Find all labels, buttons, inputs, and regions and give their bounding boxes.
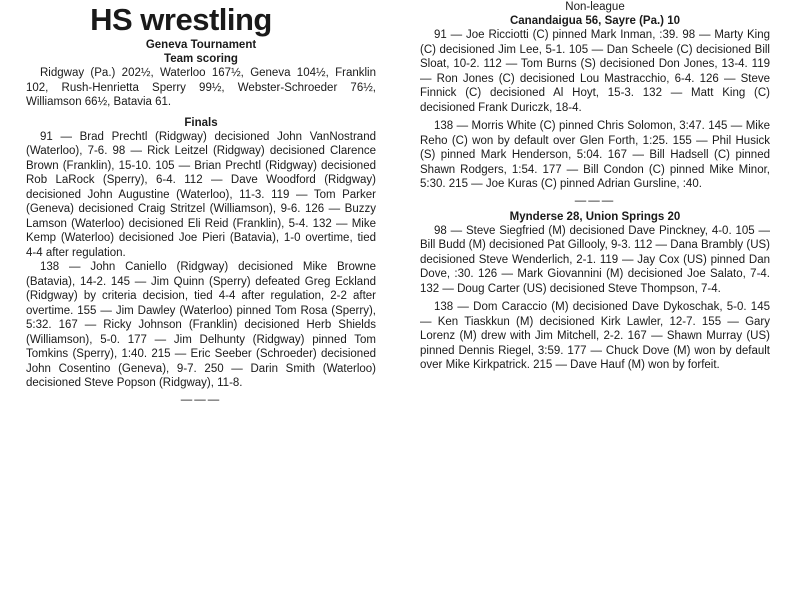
left-column [26, 0, 376, 409]
nonleague-label: Non-league [565, 1, 625, 13]
match1-title: Canandaigua 56, Sayre (Pa.) 10 [509, 15, 681, 27]
match1-paragraph-2: 138 — Morris White (C) pinned Chris Solomon, 3:47. 145 — Mike Reho (C) won by default over Glen Forth, 1:25. 155 — Phil Husick (S) pinned Mark Henderson, 5:04. 167 — Bill Hadsell (C) pinned Shawn Rodgers, 1:54. 177 — Bill Condon (C) pinned Mike Minor, 5:30. 215 — Joe Kuras (C) pinned Adrian Gursline, :40. [420, 120, 770, 190]
match1-paragraph-1: 91 — Joe Ricciotti (C) pinned Mark Inman, :39. 98 — Marty King (C) decisioned Jim Lee, 5-1. 105 — Dan Scheele (C) decisioned Bill Sloat, 10-2. 112 — Tom Burns (S) decisioned Don Jones, 13-4. 119 — Ron Jones (C) decisioned Lou Mastracchio, 6-4. 126 — Steve Finnick (C) decisioned Al Hoyt, 15-3. 132 — Matt King (C) decisioned Frank Duriczk, 18-4. [420, 29, 770, 114]
finals-paragraph-2: 138 — John Caniello (Ridgway) decisioned Mike Browne (Batavia), 14-2. 145 — Jim Quinn (Sperry) defeated Greg Eckland (Ridgway) by criteria decision, tied 4-4 after regulation, 2-2 after overtime. 155 — Jim Dawley (Waterloo) pinned Tom Rosa (Sperry), 5:32. 167 — Ricky Johnson (Franklin) decisioned Herb Shields (Williamson), 5-0. 177 — Jim Delhunty (Ridgway) pinned Tom Tomkins (Sperry), 1:40. 215 — Eric Seeber (Schroeder) decisioned John Cosentino (Geneva), 9-7. 250 — Darin Smith (Waterloo) decisioned Steve Popson (Ridgway), 11-8. [26, 261, 376, 389]
section-separator: ——— [180, 393, 222, 406]
right-column [420, 0, 770, 373]
match2-title: Mynderse 28, Union Springs 20 [509, 210, 681, 223]
team-scoring-label: Team scoring [164, 53, 238, 65]
section-separator: ——— [574, 194, 616, 207]
match2-paragraph-2: 138 — Dom Caraccio (M) decisioned Dave Dykoschak, 5-0. 145 — Ken Tiaskkun (M) decisioned Kirk Lawler, 12-7. 155 — Gary Lorenz (M) drew with Jim Mitchell, 2-2. 167 — Shawn Murray (US) pinned Dennis Riegel, 3:59. 177 — Chuck Dove (M) won by default over Mike Kirkpatrick. 215 — Dave Hauf (M) won by forfeit. [420, 301, 770, 371]
tournament-title: Geneva Tournament [145, 39, 257, 51]
match2-paragraph-1: 98 — Steve Siegfried (M) decisioned Dave Pinckney, 4-0. 105 — Bill Budd (M) decisioned Pat Gillooly, 9-3. 112 — Dana Brambly (US) decisioned Steve Wenderlich, 2-1. 119 — Jay Cox (US) pinned Dan Dove, :30. 126 — Mark Giovannini (M) decisioned Joe Salato, 7-4. 132 — Doug Carter (US) decisioned Steve Thompson, 7-4. [420, 224, 770, 295]
finals-paragraph-1: 91 — Brad Prechtl (Ridgway) decisioned John VanNostrand (Waterloo), 7-6. 98 — Rick Leitzel (Ridgway) decisioned Clarence Brown (Franklin), 15-10. 105 — Brian Prechtl (Ridgway) decisioned Rob LaRock (Sperry), 6-4. 112 — Dave Woodford (Ridgway) decisioned John Augustine (Waterloo), 11-3. 119 — Tom Parker (Geneva) decisioned Craig Stritzel (Williamson), 9-6. 126 — Buzzy Lamson (Waterloo) decisioned Eli Reid (Franklin), 5-4. 132 — Mike Kemp (Waterloo) decisioned Joe Pieri (Batavia), 1-0 overtime, tied 4-4 after regulation. [26, 130, 376, 259]
headline: HS wrestling [90, 2, 272, 37]
team-scoring-text: Ridgway (Pa.) 202½, Waterloo 167½, Geneva 104½, Franklin 102, Rush-Henrietta Sperry 99½, Webster-Schroeder 76½, Williamson 66½, Batavia 61. [26, 67, 376, 108]
finals-label: Finals [184, 116, 218, 129]
